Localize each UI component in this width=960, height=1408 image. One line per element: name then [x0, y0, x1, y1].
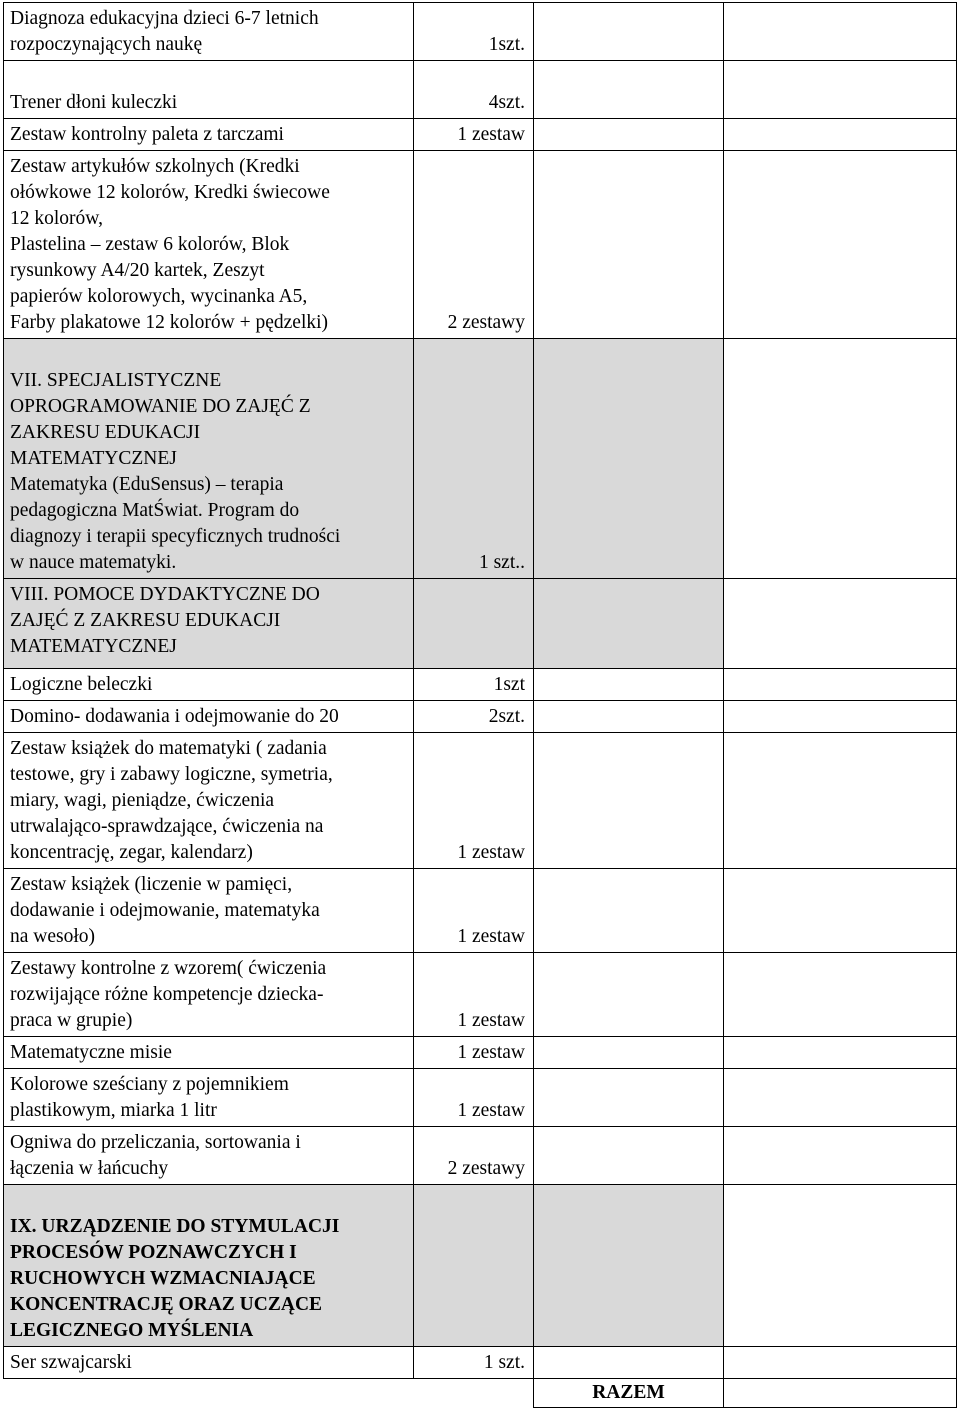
- text-line: OPROGRAMOWANIE DO ZAJĘĆ Z: [10, 396, 311, 417]
- price-cell: [534, 1037, 724, 1069]
- price-cell: [534, 339, 724, 579]
- text-line: ZAJĘĆ Z ZAKRESU EDUKACJI: [10, 610, 281, 631]
- section-heading-cell: [4, 1185, 414, 1347]
- item-qty-cell: [414, 61, 534, 119]
- item-name-cell: [4, 733, 414, 869]
- text-line: pedagogiczna MatŚwiat. Program do: [10, 500, 300, 521]
- value-cell: [724, 119, 957, 151]
- text-line: na wesoło): [10, 926, 96, 947]
- item-quantity: 1 zestaw: [457, 1100, 525, 1121]
- table-row: [4, 701, 957, 733]
- price-cell: [534, 869, 724, 953]
- value-cell: [724, 1347, 957, 1379]
- text-line: 12 kolorów,: [10, 208, 103, 229]
- item-name-cell: [4, 119, 414, 151]
- text-line: Zestaw kontrolny paleta z tarczami: [10, 124, 284, 145]
- item-name-cell: [4, 1347, 414, 1379]
- text-line: Ser szwajcarski: [10, 1352, 132, 1373]
- item-qty-cell: [414, 1037, 534, 1069]
- price-cell: [534, 669, 724, 701]
- text-line: PROCESÓW POZNAWCZYCH I: [10, 1242, 297, 1263]
- section-row: [4, 339, 957, 579]
- price-cell: [534, 701, 724, 733]
- empty-cell: [414, 579, 534, 669]
- item-quantity: 1 zestaw: [457, 1042, 525, 1063]
- table-row: [4, 953, 957, 1037]
- text-line: Zestaw artykułów szkolnych (Kredki: [10, 156, 300, 177]
- item-qty-cell: [414, 669, 534, 701]
- value-cell: [724, 669, 957, 701]
- text-line: VII. SPECJALISTYCZNE: [10, 370, 222, 391]
- value-cell: [724, 339, 957, 579]
- item-quantity: 1szt.: [488, 34, 525, 55]
- section-row: [4, 579, 957, 669]
- text-line: MATEMATYCZNEJ: [10, 636, 177, 657]
- total-label-cell: [534, 1379, 724, 1408]
- table-row: [4, 869, 957, 953]
- text-line: RUCHOWYCH WZMACNIAJĄCE: [10, 1268, 316, 1289]
- text-line: LEGICZNEGO MYŚLENIA: [10, 1320, 254, 1341]
- item-qty-cell: [414, 151, 534, 339]
- section-cell: [4, 339, 414, 579]
- item-name-cell: [4, 1069, 414, 1127]
- text-line: Kolorowe sześciany z pojemnikiem: [10, 1074, 289, 1095]
- text-line: Zestawy kontrolne z wzorem( ćwiczenia: [10, 958, 327, 979]
- text-line: Zestaw książek (liczenie w pamięci,: [10, 874, 293, 895]
- item-quantity: 1 zestaw: [457, 842, 525, 863]
- text-line: Zestaw książek do matematyki ( zadania: [10, 738, 327, 759]
- text-line: łączenia w łańcuchy: [10, 1158, 169, 1179]
- total-row: [4, 1379, 957, 1408]
- item-name-cell: [4, 61, 414, 119]
- table-row: [4, 151, 957, 339]
- item-name-cell: [4, 1127, 414, 1185]
- text-line: utrwalająco-sprawdzające, ćwiczenia na: [10, 816, 324, 837]
- text-line: papierów kolorowych, wycinanka A5,: [10, 286, 308, 307]
- value-cell: [724, 61, 957, 119]
- item-name-cell: [4, 151, 414, 339]
- item-qty-cell: [414, 953, 534, 1037]
- text-line: diagnozy i terapii specyficznych trudności: [10, 526, 341, 547]
- item-quantity: 4szt.: [488, 92, 525, 113]
- value-cell: [724, 869, 957, 953]
- text-line: rozwijające różne kompetencje dziecka-: [10, 984, 324, 1005]
- text-line: ołówkowe 12 kolorów, Kredki świecowe: [10, 182, 330, 203]
- item-name-cell: [4, 701, 414, 733]
- text-line: dodawanie i odejmowanie, matematyka: [10, 900, 320, 921]
- text-line: w nauce matematyki.: [10, 552, 177, 573]
- text-line: praca w grupie): [10, 1010, 133, 1031]
- item-quantity: 2szt.: [488, 706, 525, 727]
- text-line: ZAKRESU EDUKACJI: [10, 422, 201, 443]
- item-qty-cell: [414, 1127, 534, 1185]
- table-row: [4, 1127, 957, 1185]
- text-line: Diagnoza edukacyjna dzieci 6-7 letnich: [10, 8, 319, 29]
- text-line: Domino- dodawania i odejmowanie do 20: [10, 706, 339, 727]
- item-quantity: 1szt: [493, 674, 525, 695]
- empty-cell: [414, 1185, 534, 1347]
- item-quantity: 1 zestaw: [457, 926, 525, 947]
- value-cell: [724, 1037, 957, 1069]
- price-cell: [534, 1347, 724, 1379]
- value-cell: [724, 3, 957, 61]
- item-quantity: 1 zestaw: [457, 124, 525, 145]
- equipment-table: [3, 2, 957, 1408]
- text-line: KONCENTRACJĘ ORAZ UCZĄCE: [10, 1294, 323, 1315]
- section-row: [4, 1185, 957, 1347]
- text-line: koncentrację, zegar, kalendarz): [10, 842, 253, 863]
- item-quantity: 2 zestawy: [447, 1158, 525, 1179]
- table-row: [4, 733, 957, 869]
- item-name-cell: [4, 869, 414, 953]
- section-heading-cell: [4, 579, 414, 669]
- item-qty-cell: [414, 869, 534, 953]
- item-name-cell: [4, 669, 414, 701]
- empty-cell: [724, 1185, 957, 1347]
- table-row: [4, 1037, 957, 1069]
- price-cell: [534, 61, 724, 119]
- value-cell: [724, 151, 957, 339]
- item-qty-cell: [414, 1069, 534, 1127]
- value-cell: [724, 701, 957, 733]
- item-name-cell: [4, 953, 414, 1037]
- price-cell: [534, 119, 724, 151]
- value-cell: [724, 733, 957, 869]
- item-quantity: 1 szt.: [483, 1352, 525, 1373]
- price-cell: [534, 1127, 724, 1185]
- text-line: plastikowym, miarka 1 litr: [10, 1100, 217, 1121]
- text-line: miary, wagi, pieniądze, ćwiczenia: [10, 790, 275, 811]
- empty-cell: [724, 579, 957, 669]
- value-cell: [724, 953, 957, 1037]
- item-name-cell: [4, 3, 414, 61]
- price-cell: [534, 733, 724, 869]
- text-line: testowe, gry i zabawy logiczne, symetria,: [10, 764, 333, 785]
- item-quantity: 2 zestawy: [447, 312, 525, 333]
- text-line: rozpoczynających naukę: [10, 34, 203, 55]
- price-cell: [534, 151, 724, 339]
- table-row: [4, 1347, 957, 1379]
- item-qty-cell: [414, 1347, 534, 1379]
- text-line: Plastelina – zestaw 6 kolorów, Blok: [10, 234, 290, 255]
- total-value-cell: [724, 1379, 957, 1408]
- text-line: VIII. POMOCE DYDAKTYCZNE DO: [10, 584, 320, 605]
- item-qty-cell: [414, 701, 534, 733]
- table-row: [4, 119, 957, 151]
- text-line: Trener dłoni kuleczki: [10, 92, 178, 113]
- price-cell: [534, 953, 724, 1037]
- item-name-cell: [4, 1037, 414, 1069]
- text-line: Ogniwa do przeliczania, sortowania i: [10, 1132, 301, 1153]
- text-line: IX. URZĄDZENIE DO STYMULACJI: [10, 1216, 340, 1237]
- text-line: Matematyka (EduSensus) – terapia: [10, 474, 284, 495]
- price-cell: [534, 1069, 724, 1127]
- text-line: Farby plakatowe 12 kolorów + pędzelki): [10, 312, 329, 333]
- table-row: [4, 669, 957, 701]
- table-row: [4, 1069, 957, 1127]
- item-quantity: 1 szt..: [478, 552, 525, 573]
- table-row: [4, 3, 957, 61]
- empty-cell: [534, 579, 724, 669]
- value-cell: [724, 1069, 957, 1127]
- item-qty-cell: [414, 339, 534, 579]
- item-qty-cell: [414, 3, 534, 61]
- total-label: RAZEM: [592, 1382, 665, 1403]
- price-cell: [534, 3, 724, 61]
- item-quantity: 1 zestaw: [457, 1010, 525, 1031]
- value-cell: [724, 1127, 957, 1185]
- text-line: MATEMATYCZNEJ: [10, 448, 177, 469]
- item-qty-cell: [414, 119, 534, 151]
- text-line: Matematyczne misie: [10, 1042, 172, 1063]
- text-line: Logiczne beleczki: [10, 674, 153, 695]
- total-spacer: [4, 1379, 534, 1408]
- table-row: [4, 61, 957, 119]
- empty-cell: [534, 1185, 724, 1347]
- item-qty-cell: [414, 733, 534, 869]
- text-line: rysunkowy A4/20 kartek, Zeszyt: [10, 260, 265, 281]
